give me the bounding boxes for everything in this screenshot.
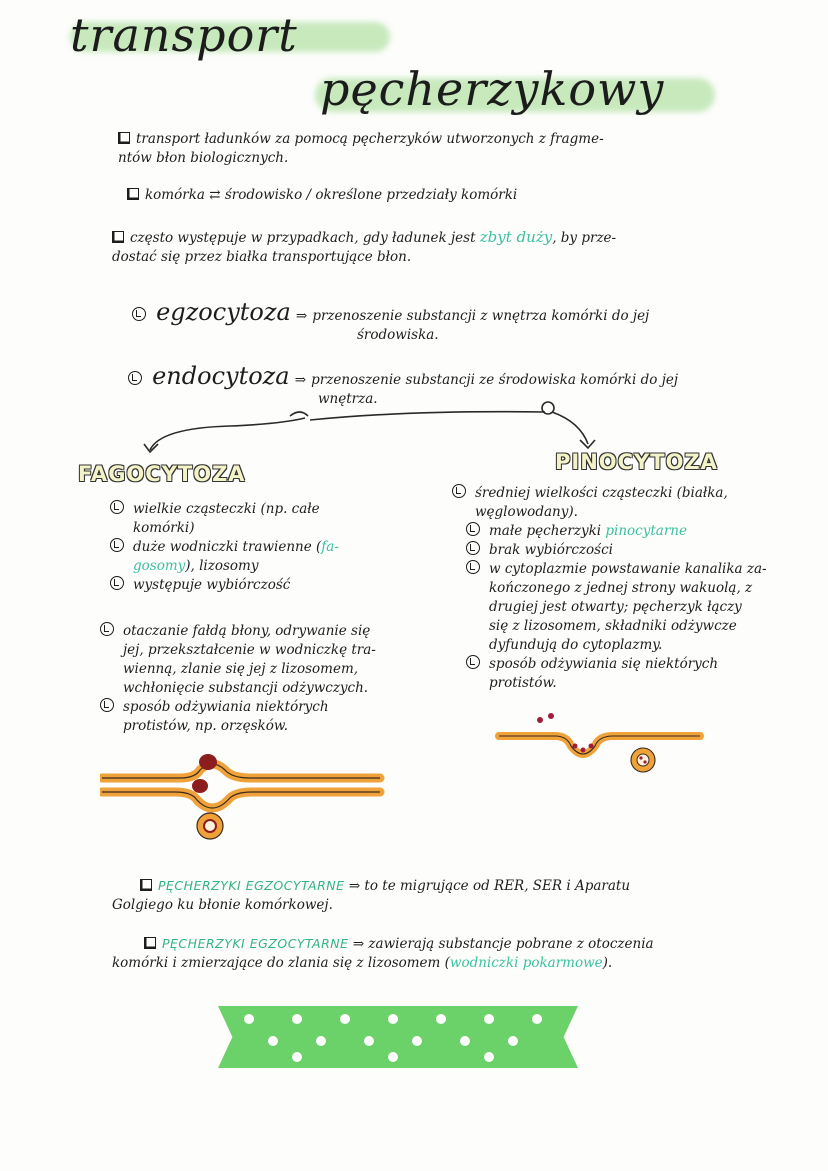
title-line-1: transport (70, 8, 298, 62)
intro-item-2: komórka ⇄ środowisko / określone przedziały komórki (127, 186, 727, 205)
bullet-icon (128, 371, 142, 385)
list-item: średniej wielkości cząsteczki (białka, węglowodany). (452, 484, 802, 522)
fagocytoza-heading: FAGOCYTOZA (78, 462, 246, 486)
bullet-icon (132, 307, 146, 321)
fagocytoza-list-2 (100, 622, 430, 736)
checkbox-icon (144, 937, 156, 949)
checkbox-icon (112, 231, 124, 243)
decorative-tape (218, 1006, 578, 1068)
bullet-icon (100, 622, 114, 636)
egzocytoza-row: egzocytoza ⇒ przenoszenie substancji z wnętrza komórki do jej środowiska. (132, 298, 792, 345)
bullet-icon (466, 560, 480, 574)
list-item: sposób odżywiania się niektórych protistów. (466, 655, 802, 693)
list-item: sposób odżywiania niektórych protistów, np. orzęsków. (100, 698, 430, 736)
list-item: małe pęcherzyki pinocytarne (466, 522, 802, 541)
bullet-icon (110, 576, 124, 590)
list-item: duże wodniczki trawienne (fa- gosomy), lizosomy (110, 538, 410, 576)
pinocytosis-diagram (495, 710, 710, 780)
bottom-item-1: PĘCHERZYKI EGZOCYTARNE ⇒ to te migrujące od RER, SER i Aparatu Golgiego ku błonie komórkowej. (112, 878, 631, 913)
phagocytosis-diagram (100, 750, 400, 850)
list-item: brak wybiórczości (466, 541, 802, 560)
checkbox-icon (127, 188, 139, 200)
fagocytoza-list (110, 500, 410, 595)
bullet-icon (110, 538, 124, 552)
bullet-icon (110, 500, 124, 514)
list-item: otaczanie fałdą błony, odrywanie się jej, przekształcenie w wodniczkę tra- wienną, zlanie się jej z lizosomem, wchłonięcie substancji odżywczych. (100, 622, 430, 698)
list-item: wielkie cząsteczki (np. całe komórki) (110, 500, 410, 538)
bullet-icon (466, 541, 480, 555)
bullet-icon (100, 698, 114, 712)
checkbox-icon (140, 879, 152, 891)
title-line-2: pęcherzykowy (320, 62, 665, 116)
bullet-icon (452, 484, 466, 498)
list-item: w cytoplazmie powstawanie kanalika za- kończonego z jednej strony wakuolą, z drugiej jest otwarty; pęcherzyk łączy się z lizosomem, składniki odżywcze dyfundują do cytoplazmy. (466, 560, 802, 655)
intro-item-1: transport ładunków za pomocą pęcherzyków utworzonych z fragme- ntów błon biologicznych. (118, 131, 604, 166)
branch-brace (140, 400, 600, 460)
intro-item-3: często występuje w przypadkach, gdy ładunek jest zbyt duży, by prze- dostać się przez białka transportujące błon. (112, 228, 617, 265)
endocytoza-row: endocytoza ⇒ przenoszenie substancji ze środowiska komórki do jej wnętrza. (128, 362, 788, 409)
bottom-item-2: PĘCHERZYKI EGZOCYTARNE ⇒ zawierają substancje pobrane z otoczenia komórki i zmierzające do zlania się z lizosomem (wodniczki pokarmowe). (112, 936, 654, 971)
pinocytoza-list (452, 484, 802, 693)
bullet-icon (466, 655, 480, 669)
pinocytoza-heading: PINOCYTOZA (555, 450, 718, 474)
checkbox-icon (118, 132, 130, 144)
bullet-icon (466, 522, 480, 536)
list-item: występuje wybiórczość (110, 576, 410, 595)
